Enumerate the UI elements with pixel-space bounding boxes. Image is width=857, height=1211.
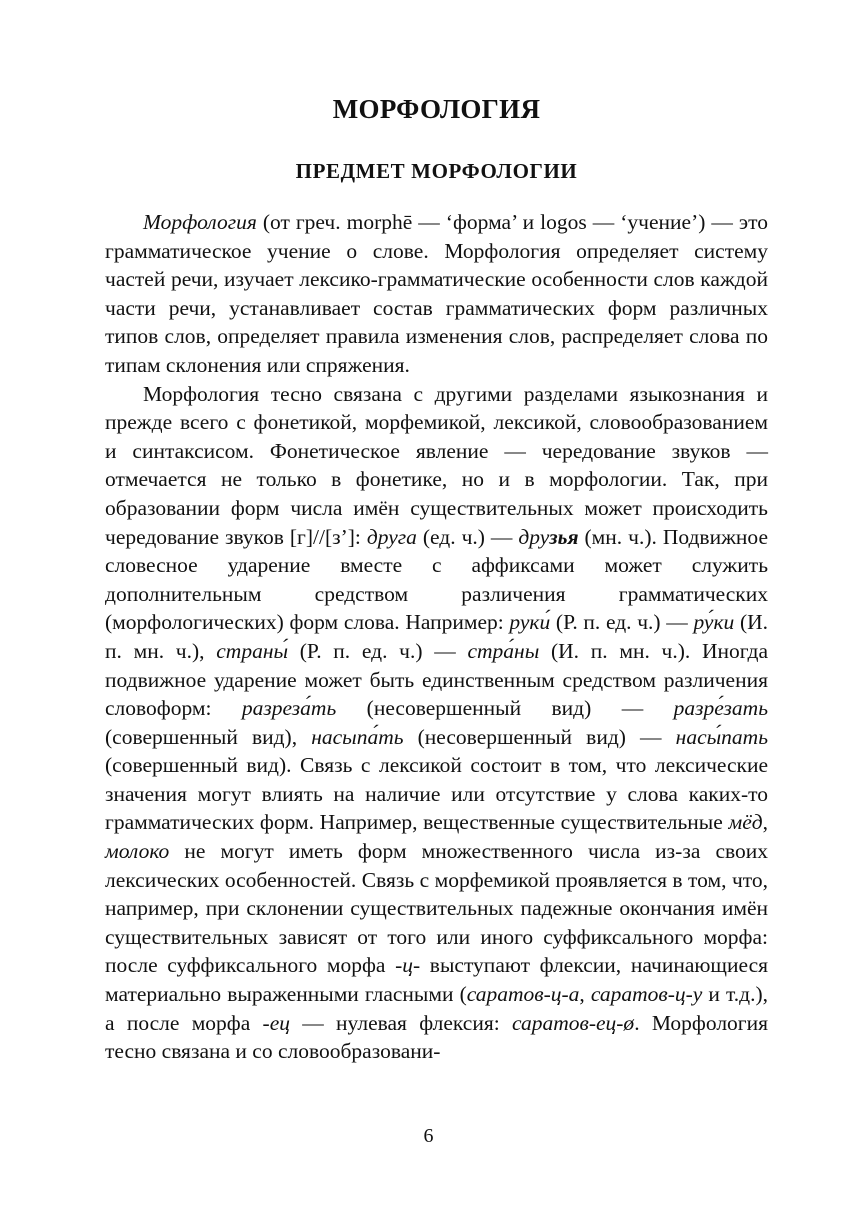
text-run: мёд bbox=[728, 810, 763, 835]
text-run: (Р. п. ед. ч.) — bbox=[288, 638, 468, 663]
text-run: -ец bbox=[262, 1010, 290, 1035]
text-run: ру́ки bbox=[693, 610, 735, 635]
text-run: страны́ bbox=[216, 638, 289, 663]
text-run: молоко bbox=[105, 839, 170, 864]
text-run: , bbox=[579, 982, 591, 1007]
text-run: (несовершенный вид) — bbox=[403, 724, 676, 749]
text-run: Морфология bbox=[143, 210, 257, 234]
text-run: друга bbox=[366, 524, 417, 549]
text-run: саратов-ец-ø bbox=[511, 1010, 635, 1035]
text-run: (от греч. morphē — ‘форма’ и logos — ‘учение’) — это грамматическое учение о слове. Морфология определяет систему частей речи, изучает лексико-грамматические особенности слов каждой части речи, устанавливает состав грамматических форм различных типов слов, определяет правила изменения слов, распределяет слова по типам склонения или спряжения. bbox=[105, 210, 768, 377]
text-run: стра́ны bbox=[467, 638, 540, 663]
text-run: разре́зать bbox=[673, 696, 768, 721]
section-subtitle: ПРЕДМЕТ МОРФОЛОГИИ bbox=[295, 159, 578, 183]
text-run: не могут иметь форм множественного числа из-за своих лексических особенностей. Связь с морфемикой проявляется в том, что, например, при склонении существительных падежные окончания имён существительных зависят от того или иного суффиксального морфа: после суффиксального морфа bbox=[105, 839, 768, 978]
document-page bbox=[105, 90, 768, 1066]
text-run: (И. п. мн. ч.). Иногда подвижное ударение может быть единственным средством различения словоформ: bbox=[105, 638, 768, 721]
text-run: (совершенный вид). Связь с лексикой состоит в том, что лексические значения могут влиять на наличие или отсутствие у слова каких-то грамматических форм. Например, вещественные существительные bbox=[105, 753, 768, 835]
text-run: и т.д.), а после морфа bbox=[105, 982, 768, 1035]
text-run: насыпа́ть bbox=[311, 724, 404, 749]
text-run: (мн. ч.). Подвижное словесное ударение вместе с аффиксами может служить дополнительным средством различения грамматических (морфологических) форм слова. Например: bbox=[105, 524, 768, 635]
page-number: 6 bbox=[423, 1125, 434, 1147]
text-run: , bbox=[762, 810, 768, 835]
text-run: саратов-ц-у bbox=[590, 982, 703, 1007]
text-run: Морфология тесно связана с другими разделами языкознания и прежде всего с фонетикой, морфемикой, лексикой, словообразованием и синтаксисом. Фонетическое явление — чередование звуков — отмечается не только в фонетике, но и в морфологии. Так, при образовании форм числа имён существительных может происходить чередование звуков [г]//[з’]: bbox=[105, 381, 768, 549]
text-run: выступают флексии, начинающиеся материально выраженными гласными ( bbox=[105, 953, 769, 1007]
text-run: разреза́ть bbox=[241, 696, 337, 721]
page-title: МОРФОЛОГИЯ bbox=[332, 94, 541, 124]
text-run: руки́ bbox=[509, 610, 551, 635]
text-run: (Р. п. ед. ч.) — bbox=[550, 610, 694, 635]
text-run: насы́пать bbox=[675, 724, 768, 749]
text-run: (И. п. мн. ч.), bbox=[105, 610, 769, 663]
text-run: (ед. ч.) — bbox=[416, 524, 519, 549]
text-run: — нулевая флексия: bbox=[290, 1010, 512, 1035]
text-run: дру bbox=[518, 524, 550, 549]
text-run: (совершенный вид), bbox=[105, 724, 312, 749]
text-run: . Морфология тесно связана и со словообразовани- bbox=[105, 1010, 769, 1064]
text-run: саратов-ц-а bbox=[466, 982, 580, 1007]
paragraph-2 bbox=[105, 380, 768, 1066]
text-run: зья bbox=[549, 524, 579, 549]
text-run: -ц- bbox=[395, 953, 421, 978]
paragraph-1 bbox=[105, 208, 768, 380]
text-run: (несовершенный вид) — bbox=[336, 696, 674, 721]
